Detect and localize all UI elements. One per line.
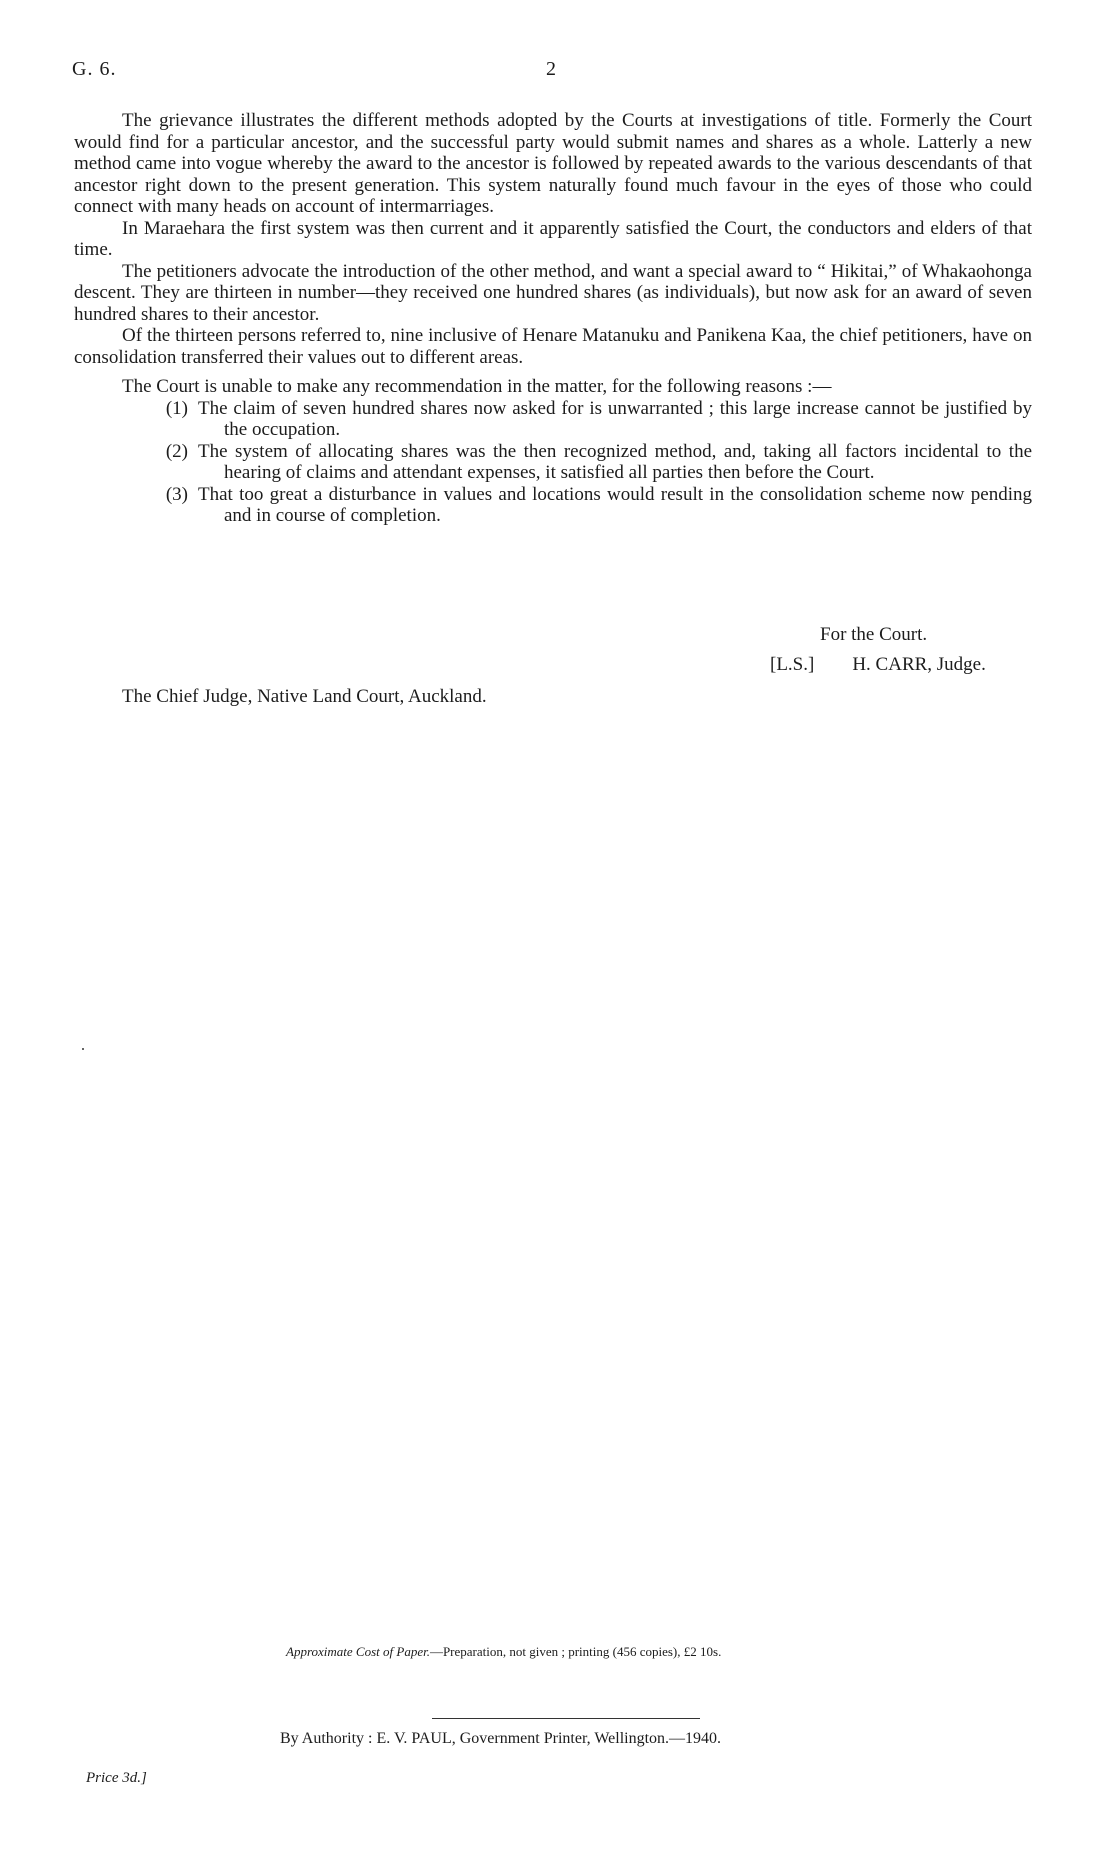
signer-name: H. CARR, Judge. — [852, 654, 986, 675]
cost-of-paper — [286, 1644, 721, 1660]
reason-number: (3) — [165, 483, 188, 505]
reason-item — [74, 398, 1032, 441]
page-number: 2 — [546, 58, 556, 80]
seal-mark: [L.S.] — [770, 654, 815, 675]
reason-number: (1) — [165, 397, 188, 419]
paragraph-thirteen-persons: Of the thirteen persons referred to, nine inclusive of Henare Matanuku and Panikena Kaa, the chief petitioners, have on consolidation transferred their values out to different areas. — [74, 325, 1032, 368]
reason-item — [74, 441, 1032, 484]
paragraph-maraehara: In Maraehara the first system was then current and it apparently satisfied the Court, the conductors and elders of that time. — [74, 217, 1032, 260]
reason-text: The claim of seven hundred shares now asked for is unwarranted ; this large increase cannot be justified by the occupation. — [198, 397, 1032, 440]
paragraph-petitioners: The petitioners advocate the introduction of the other method, and want a special award to “ Hikitai,” of Whakaohonga descent. They are thirteen in number—they received one hundred shares (as individuals), but now ask for an award of seven hundred shares to their ancestor. — [74, 260, 1032, 325]
reason-text: That too great a disturbance in values and locations would result in the consolidation scheme now pending and in course of completion. — [198, 483, 1032, 526]
document-body — [74, 110, 1032, 527]
reason-number: (2) — [165, 440, 188, 462]
signature-for-court: For the Court. — [820, 624, 928, 645]
footer-rule — [432, 1718, 700, 1719]
reasons-list — [74, 398, 1032, 527]
reason-text: The system of allocating shares was the then recognized method, and, taking all factors incidental to the hearing of claims and attendant expenses, it satisfied all parties then before the Court. — [198, 440, 1032, 483]
cost-label: Approximate Cost of Paper. — [286, 1644, 430, 1659]
document-reference: G. 6. — [72, 58, 117, 80]
reason-item — [74, 484, 1032, 527]
printer-authority: By Authority : E. V. PAUL, Government Printer, Wellington.—1940. — [280, 1730, 722, 1747]
print-speck — [82, 1048, 84, 1050]
cost-text: —Preparation, not given ; printing (456 copies), £2 10s. — [429, 1644, 722, 1659]
price: Price 3d.] — [86, 1770, 147, 1786]
signature-line — [770, 654, 986, 676]
paragraph-grievance: The grievance illustrates the different methods adopted by the Courts at investigations of title. Formerly the Court would find for a particular ancestor, and the successful party would submit names and shares as a whole. Latterly a new method came into vogue whereby the award to the ancestor is followed by repeated awards to the various descendants of that ancestor right down to the present generation. This system naturally found much favour in the eyes of those who could connect with many heads on account of intermarriages. — [74, 110, 1032, 217]
addressee: The Chief Judge, Native Land Court, Auckland. — [122, 686, 487, 707]
court-reasons-intro: The Court is unable to make any recommendation in the matter, for the following reasons :— — [122, 376, 832, 397]
